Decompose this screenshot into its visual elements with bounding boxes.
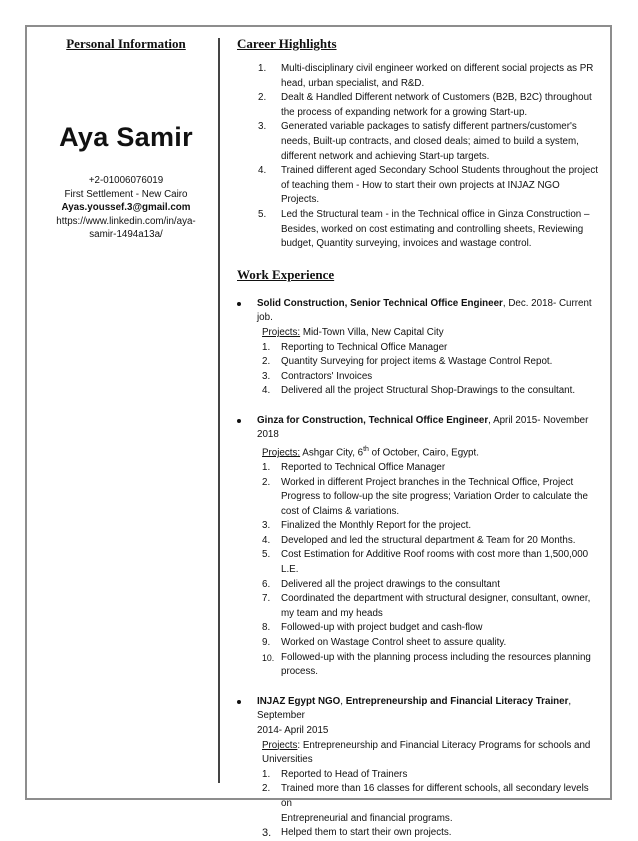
item-text: Trained more than 16 classes for different schools, all secondary levels on bbox=[281, 783, 589, 809]
list-item bbox=[257, 621, 599, 636]
job-projects bbox=[257, 739, 599, 768]
item-number: 6. bbox=[262, 578, 271, 590]
item-text: Generated variable packages to satisfy different partners/customer's bbox=[281, 121, 577, 133]
item-number: 1. bbox=[262, 768, 271, 780]
item-text: Coordinated the department with structural designer, consultant, owner, bbox=[281, 593, 591, 605]
item-text: budget, Quantity surveying, invoices and wastage control. bbox=[281, 238, 532, 250]
projects-text: of October, Cairo, Egypt. bbox=[368, 447, 479, 459]
list-item bbox=[257, 384, 599, 399]
item-text: Quantity Surveying for project items & Wastage Control Repot. bbox=[281, 356, 553, 368]
job-projects bbox=[257, 326, 599, 341]
item-text: Dealt & Handled Different network of Customers (B2B, B2C) throughout bbox=[281, 92, 592, 104]
item-number: 4. bbox=[262, 534, 271, 546]
list-item bbox=[237, 208, 599, 252]
item-text: Helped them to start their own projects. bbox=[281, 827, 452, 839]
linkedin-url-part1[interactable]: https://www.linkedin.com/in/aya- bbox=[56, 215, 196, 227]
item-number: 2. bbox=[262, 356, 271, 368]
item-text: Reported to Technical Office Manager bbox=[281, 461, 446, 473]
item-text: Followed-up with the planning process including the resources planning bbox=[281, 651, 591, 663]
bullet-icon bbox=[237, 700, 241, 704]
item-number: 2. bbox=[258, 92, 267, 104]
job-projects bbox=[257, 443, 599, 461]
email-address[interactable]: Ayas.youssef.3@gmail.com bbox=[61, 202, 191, 214]
list-item bbox=[237, 120, 599, 164]
career-highlights-list bbox=[237, 62, 599, 252]
list-item bbox=[237, 91, 599, 120]
item-text: process. bbox=[281, 666, 319, 678]
job-duties-list bbox=[257, 461, 599, 680]
projects-superscript: th bbox=[363, 446, 369, 454]
list-item bbox=[257, 578, 599, 593]
job-entry bbox=[237, 297, 599, 399]
job-entry bbox=[237, 695, 599, 841]
bullet-icon bbox=[237, 419, 241, 423]
item-text: Trained different aged Secondary School Students throughout the project bbox=[281, 165, 598, 177]
item-number: 3. bbox=[262, 370, 271, 382]
job-header bbox=[257, 297, 599, 326]
item-text: the process of expanding network for a growing Start-up. bbox=[281, 106, 528, 118]
item-number: 2. bbox=[262, 783, 271, 795]
personal-info-heading: Personal Information bbox=[66, 36, 186, 51]
list-item bbox=[257, 519, 599, 534]
item-text: Reporting to Technical Office Manager bbox=[281, 341, 448, 353]
list-item bbox=[257, 370, 599, 385]
item-text: Worked on Wastage Control sheet to assure quality. bbox=[281, 637, 507, 649]
list-item bbox=[257, 461, 599, 476]
item-number: 10. bbox=[262, 652, 275, 663]
projects-label: Projects: bbox=[262, 326, 301, 338]
item-number: 4. bbox=[262, 385, 271, 397]
item-text: Led the Structural team - in the Technical office in Ginza Construction – bbox=[281, 208, 590, 220]
address: First Settlement - New Cairo bbox=[64, 188, 188, 200]
item-number: 1. bbox=[262, 341, 271, 353]
item-number: 2. bbox=[262, 476, 271, 488]
projects-text: Universities bbox=[262, 754, 313, 766]
career-highlights-heading: Career Highlights bbox=[237, 36, 337, 51]
list-item bbox=[257, 651, 599, 680]
item-text: my team and my heads bbox=[281, 607, 383, 619]
job-entry bbox=[237, 414, 599, 680]
contact-block bbox=[38, 174, 214, 242]
linkedin-url-part2[interactable]: samir-1494a13a/ bbox=[89, 229, 163, 241]
item-number: 4. bbox=[258, 165, 267, 177]
item-number: 1. bbox=[262, 461, 271, 473]
item-text: Delivered all the project Structural Shop-Drawings to the consultant. bbox=[281, 385, 576, 397]
item-text: Delivered all the project drawings to the consultant bbox=[281, 578, 500, 590]
job-role: Entrepreneurship and Financial Literacy Trainer bbox=[345, 695, 569, 707]
job-company: INJAZ Egypt NGO bbox=[257, 695, 341, 707]
projects-label: Projects bbox=[262, 739, 298, 751]
item-number: 3. bbox=[262, 520, 271, 532]
item-number: 9. bbox=[262, 637, 271, 649]
item-number: 8. bbox=[262, 622, 271, 634]
item-text: Progress to follow-up the site progress; Variation Order to calculate the bbox=[281, 491, 588, 503]
list-item bbox=[257, 341, 599, 356]
list-item bbox=[257, 355, 599, 370]
item-number: 5. bbox=[262, 549, 271, 561]
list-item bbox=[257, 548, 599, 577]
bullet-icon bbox=[237, 302, 241, 306]
item-text: Contractors' Invoices bbox=[281, 370, 373, 382]
list-item bbox=[237, 164, 599, 208]
item-text: needs, Built-up contracts, and closed deals; aimed to build a system, bbox=[281, 135, 579, 147]
list-item bbox=[257, 534, 599, 549]
job-dates: 2014- April 2015 bbox=[257, 725, 329, 737]
item-text: cost of Claims & variations. bbox=[281, 505, 400, 517]
job-company-role: Solid Construction, Senior Technical Office Engineer bbox=[257, 297, 503, 309]
item-text: of teaching them - How to start their own projects at INJAZ NGO Projects. bbox=[281, 179, 560, 206]
job-company-role: Ginza for Construction, Technical Office Engineer bbox=[257, 414, 489, 426]
item-number: 7. bbox=[262, 593, 271, 605]
item-number: 1. bbox=[258, 63, 267, 74]
projects-label: Projects: bbox=[262, 447, 301, 459]
item-text: Entrepreneurial and financial programs. bbox=[281, 812, 453, 824]
list-item bbox=[257, 636, 599, 651]
person-name: Aya Samir bbox=[59, 122, 193, 152]
item-text: Cost Estimation for Additive Roof rooms with cost more than 1,500,000 L.E. bbox=[281, 549, 589, 576]
item-text: head, urban specialist, and R&D. bbox=[281, 77, 425, 89]
job-duties-list bbox=[257, 768, 599, 841]
list-item bbox=[237, 62, 599, 91]
item-number: 3. bbox=[258, 121, 267, 133]
job-dates: , September bbox=[257, 695, 572, 722]
item-text: Reported to Head of Trainers bbox=[281, 768, 408, 780]
job-header: INJAZ Egypt NGO, Entrepreneurship and Financial Literacy Trainer, September 2014- April 2015 bbox=[257, 695, 572, 737]
item-text: Multi-disciplinary civil engineer worked on different social projects as PR bbox=[281, 63, 594, 74]
column-divider bbox=[218, 38, 220, 783]
item-number: 3. bbox=[262, 827, 272, 840]
item-text: Finalized the Monthly Report for the project. bbox=[281, 520, 472, 532]
job-duties-list bbox=[257, 341, 599, 399]
job-dates: , Dec. 2018- Current job. bbox=[257, 297, 592, 324]
list-item bbox=[257, 782, 599, 826]
work-experience-heading: Work Experience bbox=[237, 266, 335, 282]
list-item bbox=[257, 826, 599, 841]
item-text: different network and achieving Start-up targets. bbox=[281, 150, 490, 162]
main-column bbox=[237, 36, 599, 841]
item-text: Developed and led the structural department & Team for 20 Months. bbox=[281, 534, 576, 546]
personal-info-column bbox=[38, 36, 214, 242]
item-text: Besides, worked on cost estimating and controlling sheets, Reviewing bbox=[281, 223, 584, 235]
item-text: Followed-up with project budget and cash-flow bbox=[281, 622, 483, 634]
projects-text: Mid-Town Villa, New Capital City bbox=[300, 326, 444, 338]
job-dates: , April 2015- November 2018 bbox=[257, 414, 589, 441]
job-header bbox=[257, 414, 599, 443]
phone-number: +2-01006076019 bbox=[88, 175, 164, 186]
projects-text: : Entrepreneurship and Financial Literacy Programs for schools and bbox=[297, 739, 591, 751]
list-item bbox=[257, 592, 599, 621]
projects-text: Ashgar City, 6 bbox=[300, 447, 364, 459]
item-text: Worked in different Project branches in the Technical Office, Project bbox=[281, 476, 574, 488]
list-item bbox=[257, 768, 599, 783]
item-number: 5. bbox=[258, 208, 267, 220]
list-item bbox=[257, 476, 599, 520]
